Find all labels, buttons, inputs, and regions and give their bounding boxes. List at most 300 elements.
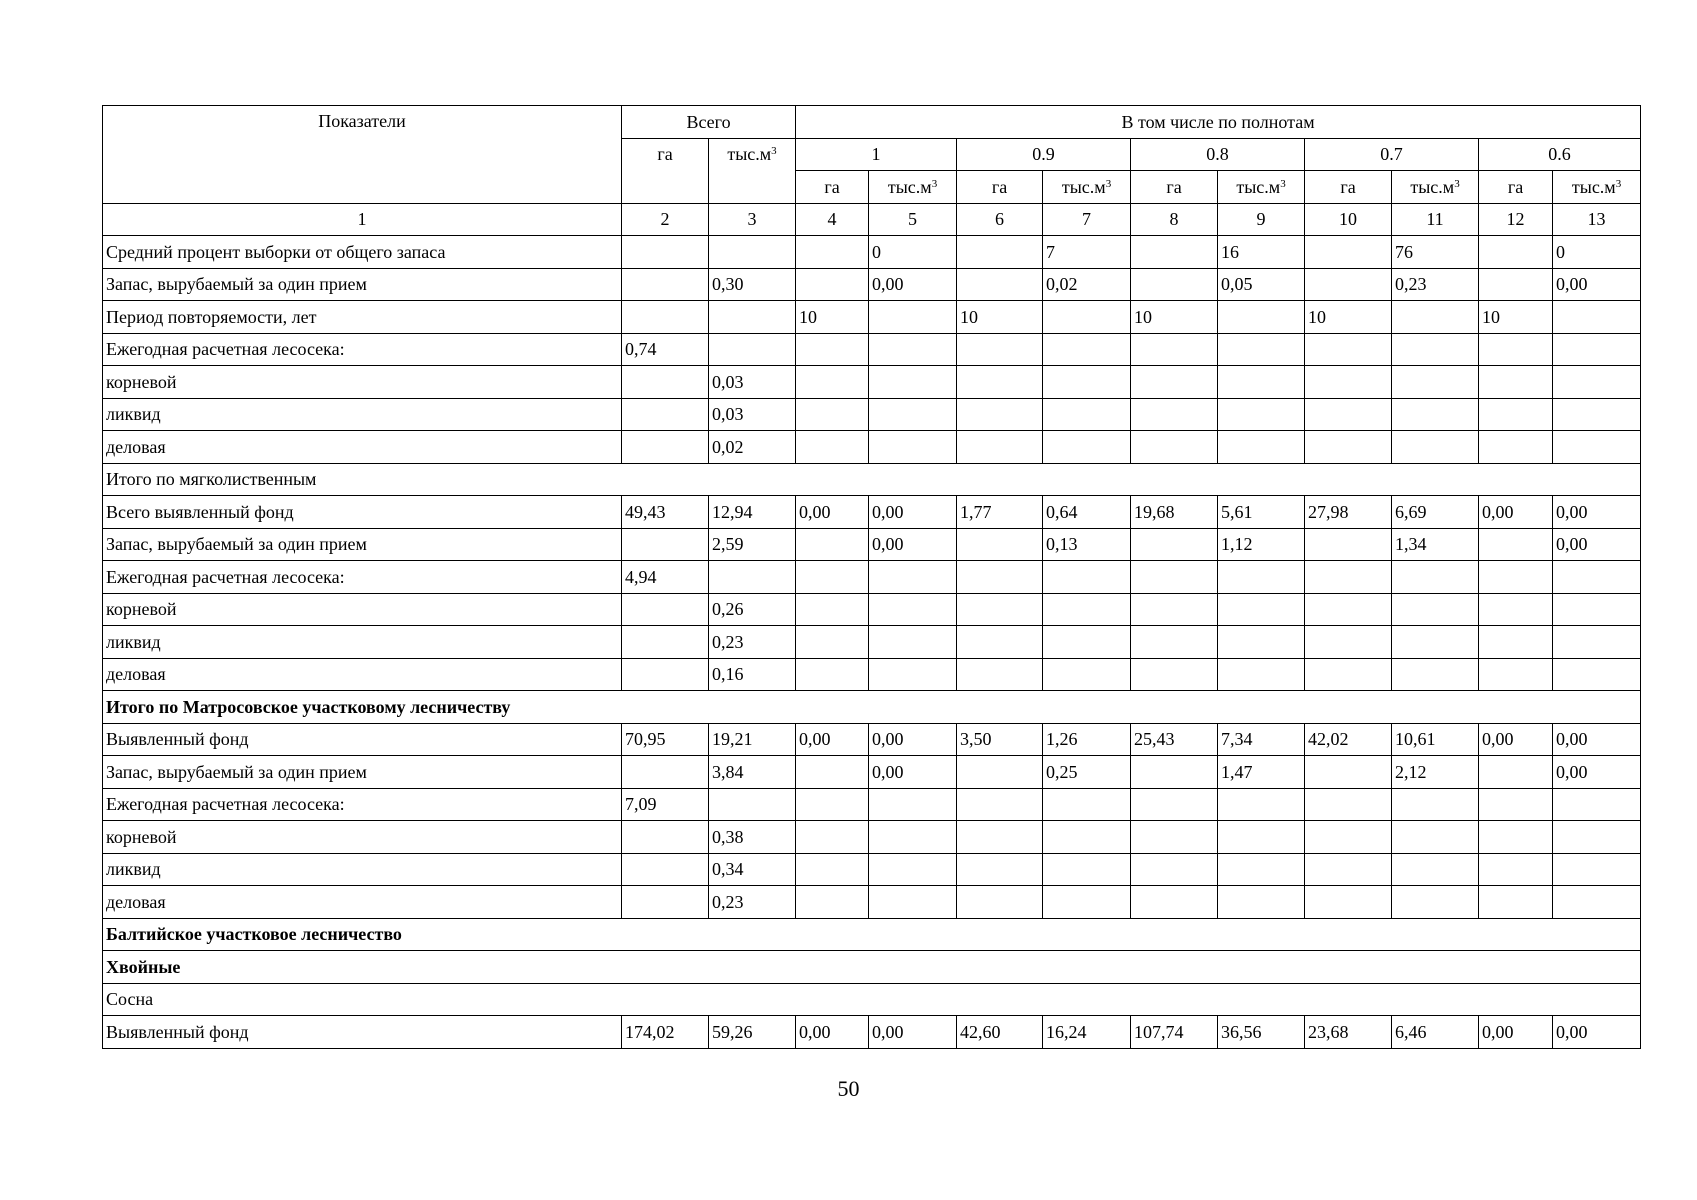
table-cell bbox=[1218, 301, 1305, 334]
table-cell bbox=[1553, 853, 1641, 886]
section-row bbox=[103, 983, 1641, 1016]
table-cell bbox=[957, 431, 1043, 464]
table-cell bbox=[796, 788, 869, 821]
table-cell: 70,95 bbox=[622, 723, 709, 756]
unit-label: тыс.м bbox=[1061, 176, 1106, 197]
table-cell bbox=[796, 821, 869, 854]
table-cell bbox=[1131, 366, 1218, 399]
unit-ha: га bbox=[957, 171, 1043, 204]
forest-stock-table bbox=[102, 105, 1641, 1049]
unit-vol bbox=[1218, 171, 1305, 204]
table-cell bbox=[1553, 821, 1641, 854]
table-cell: 16 bbox=[1218, 236, 1305, 269]
table-cell: 0,34 bbox=[709, 853, 796, 886]
column-number: 4 bbox=[796, 203, 869, 236]
section-label: Итого по Матросовское участковому лесничеству bbox=[103, 691, 1641, 724]
table-cell bbox=[1479, 853, 1553, 886]
table-cell: 107,74 bbox=[1131, 1016, 1218, 1049]
table-cell bbox=[796, 431, 869, 464]
table-cell bbox=[1305, 886, 1392, 919]
row-label: корневой bbox=[103, 821, 622, 854]
section-row bbox=[103, 951, 1641, 984]
table-cell: 0,30 bbox=[709, 268, 796, 301]
table-cell bbox=[1131, 398, 1218, 431]
table-cell bbox=[1218, 398, 1305, 431]
table-cell bbox=[1218, 561, 1305, 594]
table-cell bbox=[1305, 561, 1392, 594]
table-cell bbox=[1043, 398, 1131, 431]
table-cell bbox=[796, 268, 869, 301]
header-density-0-6: 0.6 bbox=[1479, 138, 1641, 171]
table-cell bbox=[1392, 788, 1479, 821]
table-cell bbox=[1305, 333, 1392, 366]
table-cell bbox=[869, 593, 957, 626]
table-cell bbox=[1218, 788, 1305, 821]
table-cell: 7,09 bbox=[622, 788, 709, 821]
unit-superscript: 3 bbox=[1280, 177, 1286, 190]
table-cell: 0,00 bbox=[796, 723, 869, 756]
table-cell: 0,00 bbox=[1553, 723, 1641, 756]
table-cell bbox=[1305, 626, 1392, 659]
table-cell: 10 bbox=[1479, 301, 1553, 334]
table-cell: 0,23 bbox=[709, 626, 796, 659]
table-row bbox=[103, 1016, 1641, 1049]
table-cell: 0,64 bbox=[1043, 496, 1131, 529]
table-cell bbox=[1218, 366, 1305, 399]
table-cell: 76 bbox=[1392, 236, 1479, 269]
table-cell: 0,00 bbox=[1553, 1016, 1641, 1049]
table-cell: 0,00 bbox=[869, 1016, 957, 1049]
table-cell bbox=[1553, 626, 1641, 659]
table-cell bbox=[1553, 886, 1641, 919]
table-cell: 10 bbox=[796, 301, 869, 334]
table-cell bbox=[1218, 658, 1305, 691]
unit-superscript: 3 bbox=[1454, 177, 1460, 190]
table-cell bbox=[1479, 236, 1553, 269]
table-cell bbox=[1305, 268, 1392, 301]
table-row bbox=[103, 528, 1641, 561]
table-cell bbox=[796, 886, 869, 919]
table-cell: 12,94 bbox=[709, 496, 796, 529]
table-row bbox=[103, 886, 1641, 919]
table-cell bbox=[869, 658, 957, 691]
table-cell: 0,23 bbox=[1392, 268, 1479, 301]
table-cell bbox=[957, 236, 1043, 269]
table-cell bbox=[1131, 886, 1218, 919]
table-cell bbox=[1131, 528, 1218, 561]
column-number: 3 bbox=[709, 203, 796, 236]
table-cell bbox=[1131, 658, 1218, 691]
row-label: Ежегодная расчетная лесосека: bbox=[103, 561, 622, 594]
table-cell: 10,61 bbox=[1392, 723, 1479, 756]
table-cell: 0,00 bbox=[1553, 496, 1641, 529]
table-cell bbox=[709, 301, 796, 334]
row-label: Всего выявленный фонд bbox=[103, 496, 622, 529]
table-cell bbox=[796, 528, 869, 561]
table-cell: 19,21 bbox=[709, 723, 796, 756]
table-cell: 3,50 bbox=[957, 723, 1043, 756]
table-cell: 23,68 bbox=[1305, 1016, 1392, 1049]
table-cell: 2,59 bbox=[709, 528, 796, 561]
table-cell bbox=[1043, 658, 1131, 691]
table-cell bbox=[1553, 366, 1641, 399]
table-cell: 10 bbox=[1305, 301, 1392, 334]
column-number: 9 bbox=[1218, 203, 1305, 236]
table-cell: 0,00 bbox=[869, 528, 957, 561]
table-cell bbox=[1305, 756, 1392, 789]
unit-superscript: 3 bbox=[1615, 177, 1622, 190]
header-indicators: Показатели bbox=[103, 106, 622, 204]
row-label: корневой bbox=[103, 366, 622, 399]
unit-ha: га bbox=[1479, 171, 1553, 204]
table-cell bbox=[1392, 821, 1479, 854]
table-cell bbox=[1479, 886, 1553, 919]
row-label: Ежегодная расчетная лесосека: bbox=[103, 788, 622, 821]
table-cell bbox=[709, 236, 796, 269]
table-cell: 10 bbox=[957, 301, 1043, 334]
row-label: ликвид bbox=[103, 853, 622, 886]
table-cell: 0,00 bbox=[869, 723, 957, 756]
table-cell bbox=[796, 333, 869, 366]
table-cell: 0,00 bbox=[1553, 756, 1641, 789]
table-row bbox=[103, 301, 1641, 334]
page-number: 50 bbox=[837, 1076, 860, 1101]
table-cell bbox=[1479, 593, 1553, 626]
table-cell bbox=[869, 853, 957, 886]
table-cell bbox=[1218, 593, 1305, 626]
section-label: Балтийское участковое лесничество bbox=[103, 918, 1641, 951]
table-cell: 1,34 bbox=[1392, 528, 1479, 561]
table-cell bbox=[622, 853, 709, 886]
table-row bbox=[103, 626, 1641, 659]
unit-superscript: 3 bbox=[771, 144, 777, 157]
row-label: Запас, вырубаемый за один прием bbox=[103, 756, 622, 789]
table-cell bbox=[1043, 431, 1131, 464]
table-cell: 0,38 bbox=[709, 821, 796, 854]
table-cell bbox=[1305, 788, 1392, 821]
header-total-vol bbox=[709, 138, 796, 203]
table-cell bbox=[796, 593, 869, 626]
column-number: 12 bbox=[1479, 203, 1553, 236]
header-total-ha: га bbox=[622, 138, 709, 203]
table-cell bbox=[957, 366, 1043, 399]
column-number: 10 bbox=[1305, 203, 1392, 236]
table-cell bbox=[622, 593, 709, 626]
header-row-1 bbox=[103, 106, 1641, 139]
table-cell bbox=[1131, 756, 1218, 789]
table-cell bbox=[957, 561, 1043, 594]
table-cell bbox=[1043, 593, 1131, 626]
unit-vol bbox=[1043, 171, 1131, 204]
table-cell: 1,47 bbox=[1218, 756, 1305, 789]
table-row bbox=[103, 788, 1641, 821]
table-cell: 2,12 bbox=[1392, 756, 1479, 789]
table-cell bbox=[957, 756, 1043, 789]
table-cell: 7 bbox=[1043, 236, 1131, 269]
table-cell: 3,84 bbox=[709, 756, 796, 789]
table-cell: 4,94 bbox=[622, 561, 709, 594]
table-cell bbox=[796, 398, 869, 431]
table-cell bbox=[709, 788, 796, 821]
table-cell bbox=[1043, 561, 1131, 594]
table-cell bbox=[1218, 886, 1305, 919]
table-cell bbox=[1043, 788, 1131, 821]
table-cell bbox=[1043, 886, 1131, 919]
table-cell bbox=[1305, 398, 1392, 431]
table-cell: 174,02 bbox=[622, 1016, 709, 1049]
table-cell bbox=[1553, 398, 1641, 431]
unit-label: тыс.м bbox=[887, 176, 932, 197]
table-cell: 0,16 bbox=[709, 658, 796, 691]
table-cell bbox=[622, 528, 709, 561]
row-label: Средний процент выборки от общего запаса bbox=[103, 236, 622, 269]
table-cell: 0,00 bbox=[1553, 268, 1641, 301]
table-cell bbox=[1305, 593, 1392, 626]
table-cell bbox=[709, 333, 796, 366]
table-cell: 59,26 bbox=[709, 1016, 796, 1049]
table-cell bbox=[1392, 301, 1479, 334]
row-label: деловая bbox=[103, 658, 622, 691]
row-label: деловая bbox=[103, 431, 622, 464]
table-row bbox=[103, 723, 1641, 756]
table-cell: 0,26 bbox=[709, 593, 796, 626]
table-cell bbox=[1131, 333, 1218, 366]
table-cell: 0,00 bbox=[869, 496, 957, 529]
table-cell: 6,69 bbox=[1392, 496, 1479, 529]
table-cell: 16,24 bbox=[1043, 1016, 1131, 1049]
table-cell bbox=[1553, 788, 1641, 821]
table-cell bbox=[1479, 821, 1553, 854]
unit-ha: га bbox=[1131, 171, 1218, 204]
table-cell bbox=[1043, 366, 1131, 399]
table-cell bbox=[957, 528, 1043, 561]
table-cell: 0,02 bbox=[709, 431, 796, 464]
table-cell bbox=[1218, 821, 1305, 854]
table-cell bbox=[622, 886, 709, 919]
table-cell bbox=[957, 788, 1043, 821]
section-label: Итого по мягколиственным bbox=[103, 463, 1641, 496]
table-cell bbox=[796, 561, 869, 594]
header-total: Всего bbox=[622, 106, 796, 139]
table-cell bbox=[1131, 236, 1218, 269]
table-cell bbox=[957, 333, 1043, 366]
column-number: 1 bbox=[103, 203, 622, 236]
table-row bbox=[103, 853, 1641, 886]
column-number: 2 bbox=[622, 203, 709, 236]
table-row bbox=[103, 821, 1641, 854]
table-cell: 0,00 bbox=[796, 496, 869, 529]
table-cell bbox=[869, 788, 957, 821]
column-numbers-row bbox=[103, 203, 1641, 236]
table-cell bbox=[869, 626, 957, 659]
table-cell bbox=[1479, 398, 1553, 431]
table-cell bbox=[1043, 301, 1131, 334]
table-cell bbox=[622, 821, 709, 854]
table-cell: 0,00 bbox=[1479, 496, 1553, 529]
row-label: ликвид bbox=[103, 626, 622, 659]
unit-label: тыс.м bbox=[727, 143, 772, 164]
unit-ha: га bbox=[796, 171, 869, 204]
table-cell bbox=[869, 301, 957, 334]
column-number: 7 bbox=[1043, 203, 1131, 236]
table-cell bbox=[796, 853, 869, 886]
table-cell bbox=[1479, 561, 1553, 594]
table-row bbox=[103, 593, 1641, 626]
section-row bbox=[103, 691, 1641, 724]
section-label: Хвойные bbox=[103, 951, 1641, 984]
unit-label: тыс.м bbox=[1571, 176, 1616, 197]
row-label: Выявленный фонд bbox=[103, 723, 622, 756]
table-cell bbox=[1392, 561, 1479, 594]
table-cell bbox=[796, 658, 869, 691]
table-cell: 0 bbox=[869, 236, 957, 269]
table-cell: 1,12 bbox=[1218, 528, 1305, 561]
table-cell: 49,43 bbox=[622, 496, 709, 529]
table-cell bbox=[1479, 366, 1553, 399]
table-cell bbox=[1131, 561, 1218, 594]
header-by-density: В том числе по полнотам bbox=[796, 106, 1641, 139]
table-cell bbox=[622, 366, 709, 399]
table-cell: 36,56 bbox=[1218, 1016, 1305, 1049]
table-cell bbox=[1392, 593, 1479, 626]
table-cell bbox=[869, 398, 957, 431]
table-cell bbox=[1392, 333, 1479, 366]
table-cell bbox=[1392, 398, 1479, 431]
header-density-1: 1 bbox=[796, 138, 957, 171]
unit-label: тыс.м bbox=[1236, 176, 1281, 197]
table-cell bbox=[1479, 626, 1553, 659]
table-cell: 27,98 bbox=[1305, 496, 1392, 529]
table-cell bbox=[957, 398, 1043, 431]
header-density-0-8: 0.8 bbox=[1131, 138, 1305, 171]
table-cell bbox=[622, 398, 709, 431]
table-cell bbox=[1043, 821, 1131, 854]
table-cell: 0,13 bbox=[1043, 528, 1131, 561]
table-cell bbox=[1479, 658, 1553, 691]
table-cell bbox=[869, 333, 957, 366]
table-cell bbox=[869, 431, 957, 464]
table-cell bbox=[1392, 658, 1479, 691]
table-cell: 42,60 bbox=[957, 1016, 1043, 1049]
table-row bbox=[103, 333, 1641, 366]
table-cell bbox=[1043, 853, 1131, 886]
table-cell bbox=[1305, 528, 1392, 561]
table-cell: 0 bbox=[1553, 236, 1641, 269]
table-cell bbox=[957, 658, 1043, 691]
unit-label: тыс.м bbox=[1410, 176, 1455, 197]
table-cell bbox=[622, 236, 709, 269]
table-cell: 0,03 bbox=[709, 366, 796, 399]
table-cell bbox=[709, 561, 796, 594]
table-cell bbox=[1305, 236, 1392, 269]
table-cell bbox=[1218, 853, 1305, 886]
table-cell bbox=[1218, 333, 1305, 366]
table-cell: 0,00 bbox=[869, 268, 957, 301]
row-label: Период повторяемости, лет bbox=[103, 301, 622, 334]
column-number: 13 bbox=[1553, 203, 1641, 236]
table-cell bbox=[1305, 366, 1392, 399]
table-cell bbox=[1553, 561, 1641, 594]
table-cell bbox=[1131, 626, 1218, 659]
row-label: Запас, вырубаемый за один прием bbox=[103, 528, 622, 561]
table-cell bbox=[1553, 658, 1641, 691]
table-cell: 0,00 bbox=[796, 1016, 869, 1049]
row-label: деловая bbox=[103, 886, 622, 919]
header-density-0-7: 0.7 bbox=[1305, 138, 1479, 171]
table-cell bbox=[1043, 626, 1131, 659]
table-cell bbox=[1131, 431, 1218, 464]
table-cell: 0,25 bbox=[1043, 756, 1131, 789]
table-cell bbox=[796, 236, 869, 269]
table-cell bbox=[1305, 821, 1392, 854]
table-cell bbox=[622, 658, 709, 691]
table-cell bbox=[1479, 333, 1553, 366]
table-cell bbox=[622, 756, 709, 789]
unit-vol bbox=[869, 171, 957, 204]
table-cell: 0,74 bbox=[622, 333, 709, 366]
table-cell bbox=[957, 268, 1043, 301]
table-cell bbox=[1479, 528, 1553, 561]
table-cell: 42,02 bbox=[1305, 723, 1392, 756]
unit-vol bbox=[1392, 171, 1479, 204]
table-cell bbox=[796, 626, 869, 659]
unit-vol bbox=[1553, 171, 1641, 204]
table-row bbox=[103, 561, 1641, 594]
table-cell bbox=[957, 593, 1043, 626]
table-cell bbox=[1218, 431, 1305, 464]
table-cell: 0,00 bbox=[869, 756, 957, 789]
table-cell bbox=[1479, 268, 1553, 301]
row-label: Запас, вырубаемый за один прием bbox=[103, 268, 622, 301]
row-label: Ежегодная расчетная лесосека: bbox=[103, 333, 622, 366]
table-cell bbox=[1305, 431, 1392, 464]
section-label: Сосна bbox=[103, 983, 1641, 1016]
table-cell bbox=[1392, 853, 1479, 886]
table-cell bbox=[1218, 626, 1305, 659]
table-cell bbox=[869, 886, 957, 919]
table-cell bbox=[869, 821, 957, 854]
table-cell bbox=[1043, 333, 1131, 366]
section-row bbox=[103, 918, 1641, 951]
column-number: 8 bbox=[1131, 203, 1218, 236]
table-row bbox=[103, 398, 1641, 431]
table-cell bbox=[869, 366, 957, 399]
table-cell bbox=[957, 853, 1043, 886]
table-cell bbox=[869, 561, 957, 594]
table-cell bbox=[1131, 821, 1218, 854]
unit-ha: га bbox=[1305, 171, 1392, 204]
table-cell: 0,23 bbox=[709, 886, 796, 919]
table-row bbox=[103, 366, 1641, 399]
table-cell bbox=[1479, 756, 1553, 789]
header-density-0-9: 0.9 bbox=[957, 138, 1131, 171]
table-cell: 0,00 bbox=[1553, 528, 1641, 561]
column-number: 11 bbox=[1392, 203, 1479, 236]
table-row bbox=[103, 756, 1641, 789]
table-cell bbox=[796, 366, 869, 399]
section-row bbox=[103, 463, 1641, 496]
table-cell bbox=[1305, 658, 1392, 691]
table-row bbox=[103, 268, 1641, 301]
table-cell bbox=[1553, 593, 1641, 626]
column-number: 5 bbox=[869, 203, 957, 236]
table-cell bbox=[957, 626, 1043, 659]
table-cell bbox=[1131, 788, 1218, 821]
table-cell bbox=[1392, 886, 1479, 919]
unit-superscript: 3 bbox=[1105, 177, 1112, 190]
table-cell bbox=[1392, 626, 1479, 659]
table-cell bbox=[1479, 788, 1553, 821]
